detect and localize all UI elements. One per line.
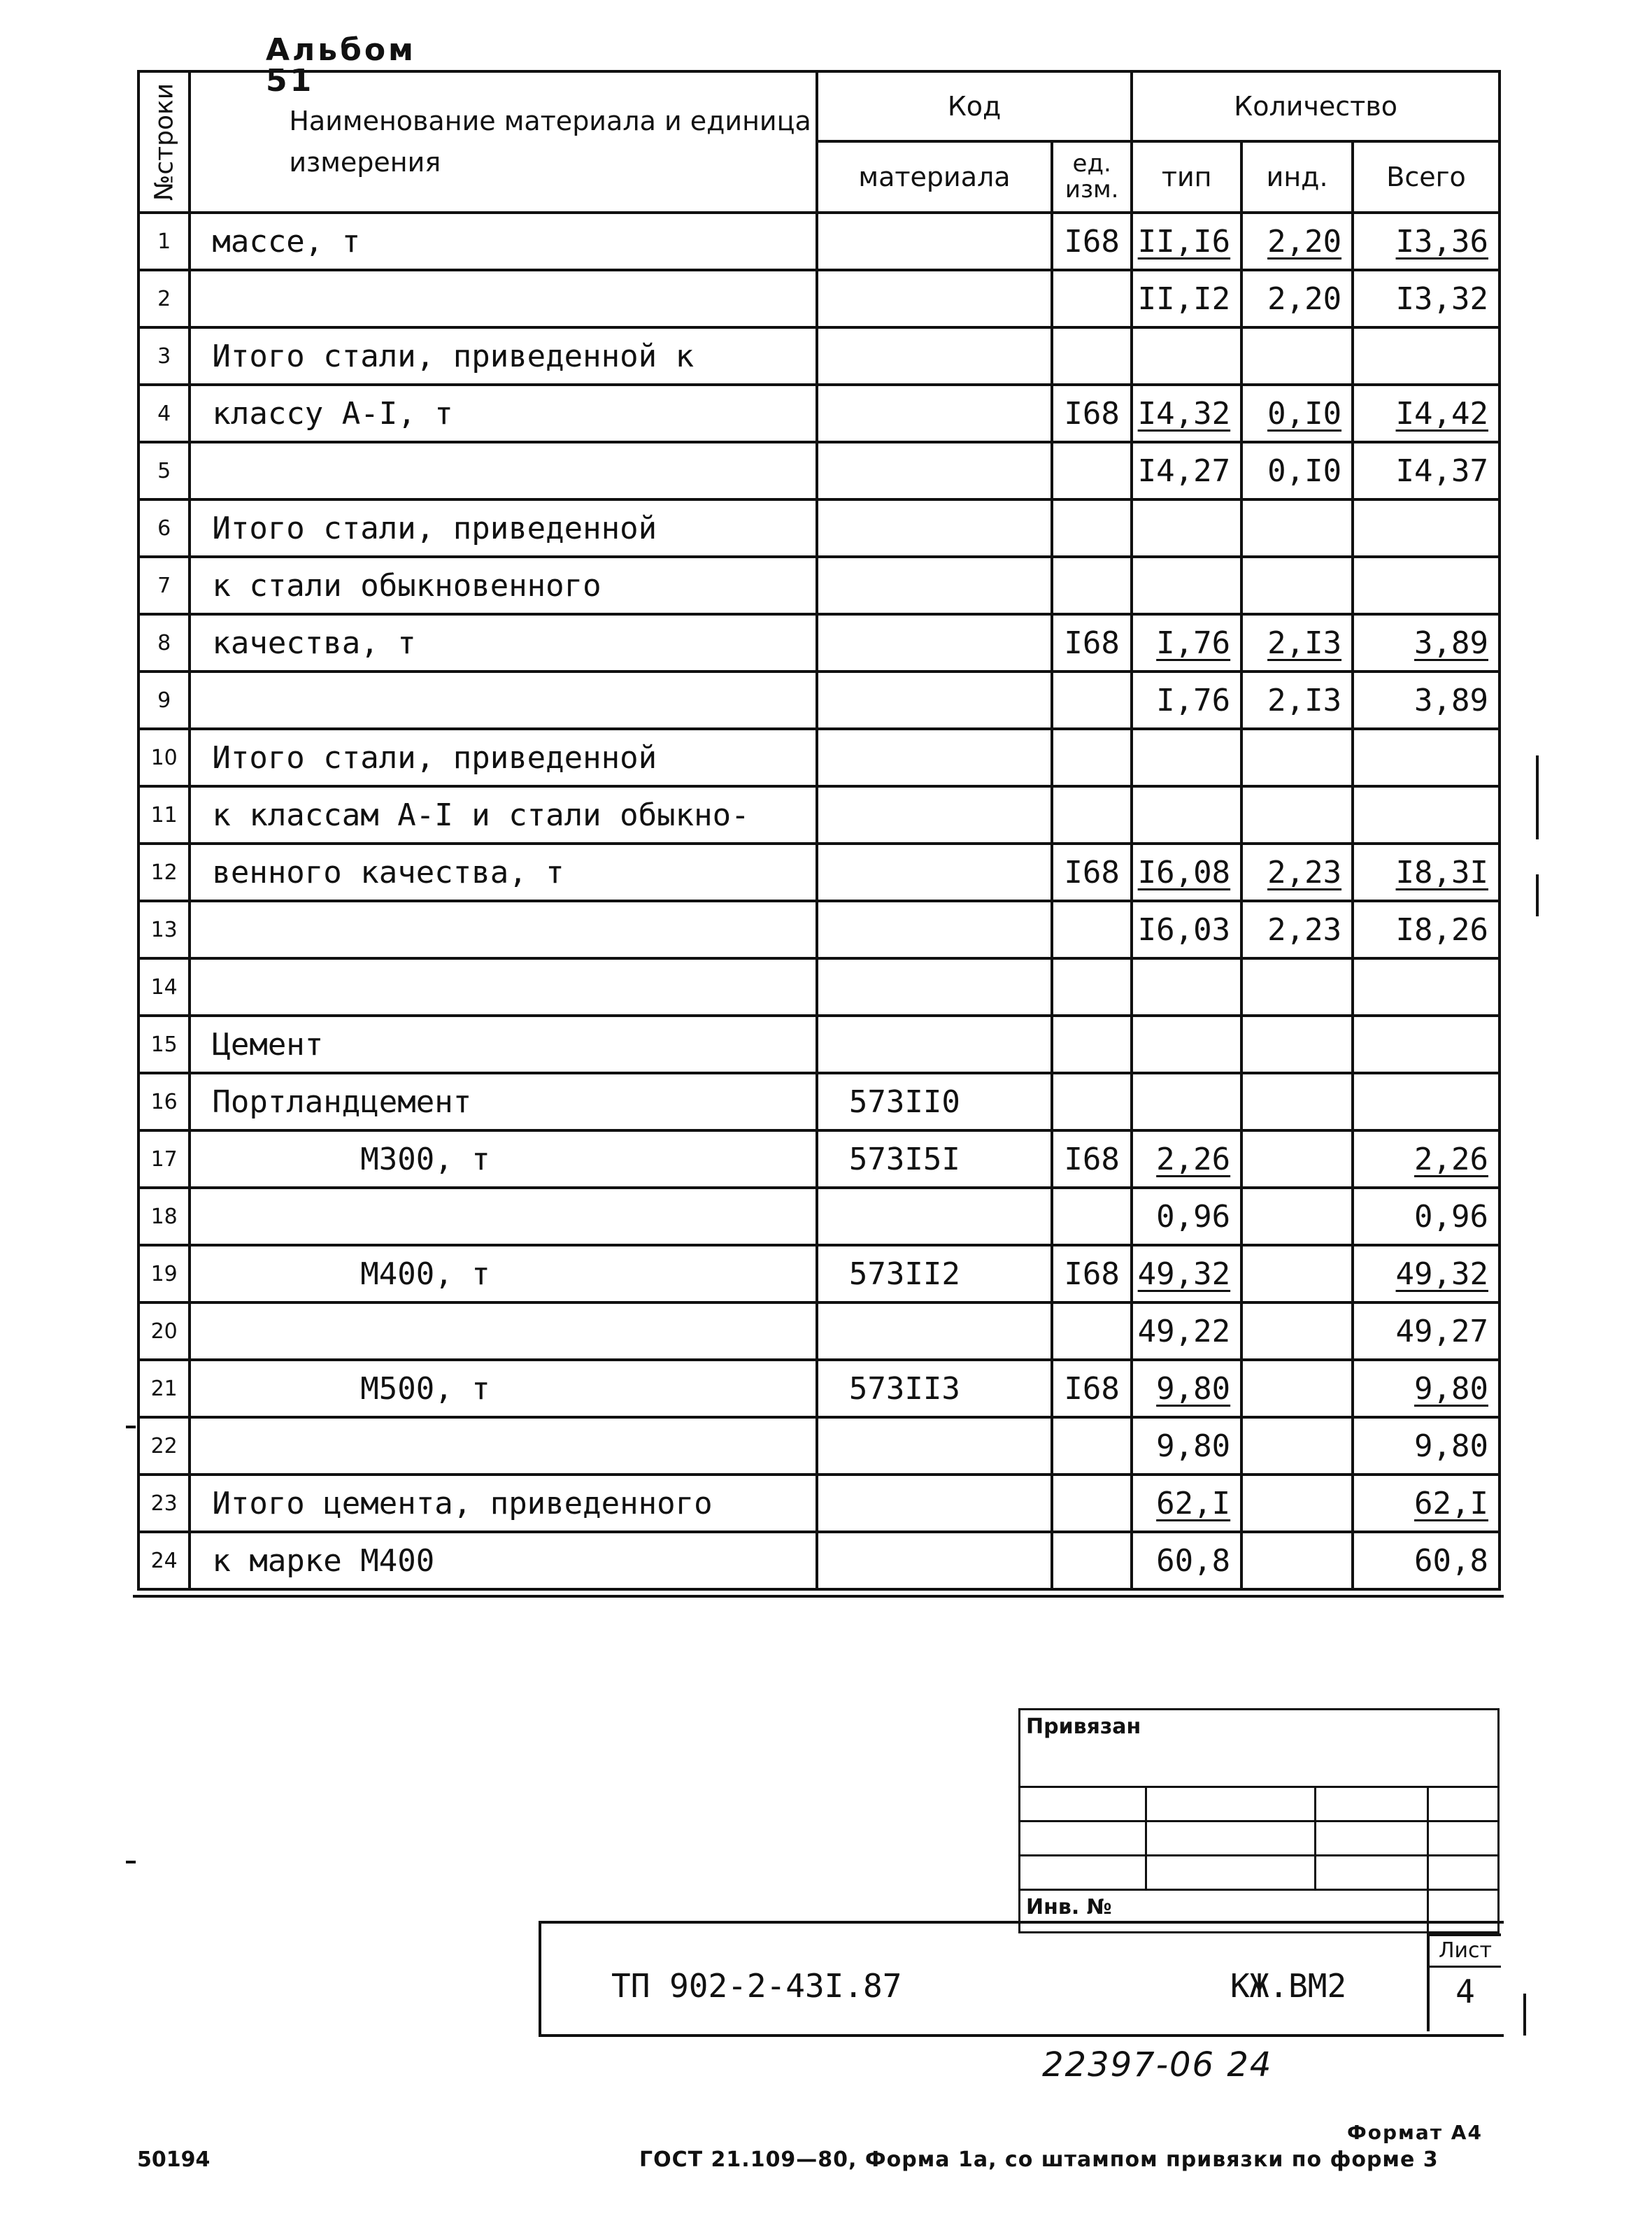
row-number: 1 [138, 213, 190, 270]
material-code: 573II2 [817, 1245, 1052, 1302]
scan-edge-mark [1536, 755, 1539, 839]
scan-edge-mark [1536, 874, 1539, 916]
material-name [190, 958, 817, 1016]
qty-type: 9,80 [1132, 1417, 1241, 1475]
material-code: 573II0 [817, 1073, 1052, 1130]
material-code [817, 1188, 1052, 1245]
material-name: качества, т [190, 614, 817, 672]
row-number: 5 [138, 442, 190, 499]
row-number: 10 [138, 729, 190, 786]
format-label: Формат А4 [1347, 2121, 1483, 2144]
row-number: 20 [138, 1302, 190, 1360]
unit-code: I68 [1052, 1360, 1132, 1417]
qty-ind: 2,23 [1241, 901, 1353, 958]
material-code [817, 958, 1052, 1016]
qty-total: 49,27 [1353, 1302, 1500, 1360]
row-number: 15 [138, 1016, 190, 1073]
material-name: Цемент [190, 1016, 817, 1073]
qty-type: 0,96 [1132, 1188, 1241, 1245]
qty-total: I8,26 [1353, 901, 1500, 958]
row-number: 9 [138, 672, 190, 729]
material-code [817, 442, 1052, 499]
qty-type [1132, 1016, 1241, 1073]
document-mark: КЖ.ВМ2 [1230, 1967, 1347, 2005]
material-code [817, 729, 1052, 786]
qty-type: I,76 [1132, 672, 1241, 729]
table-row [138, 327, 1500, 385]
table-row [138, 499, 1500, 557]
table-bottom-rule [133, 1595, 1504, 1598]
qty-total [1353, 327, 1500, 385]
scan-edge-mark [1523, 1994, 1526, 2036]
material-name: Итого стали, приведенной к [190, 327, 817, 385]
material-name: М400, т [190, 1245, 817, 1302]
qty-ind [1241, 1188, 1353, 1245]
row-number: 16 [138, 1073, 190, 1130]
qty-type: 2,26 [1132, 1130, 1241, 1188]
table-row [138, 901, 1500, 958]
unit-code [1052, 729, 1132, 786]
material-name [190, 672, 817, 729]
qty-type: I6,08 [1132, 844, 1241, 901]
table-row [138, 958, 1500, 1016]
qty-ind: 2,20 [1241, 213, 1353, 270]
qty-type: 62,I [1132, 1475, 1241, 1532]
unit-code [1052, 557, 1132, 614]
qty-type: I6,03 [1132, 901, 1241, 958]
qty-ind [1241, 958, 1353, 1016]
qty-type: 60,8 [1132, 1532, 1241, 1589]
material-name: классу А-I, т [190, 385, 817, 442]
qty-ind [1241, 499, 1353, 557]
qty-total: 0,96 [1353, 1188, 1500, 1245]
qty-total: 9,80 [1353, 1360, 1500, 1417]
table-row [138, 786, 1500, 844]
qty-ind: 2,23 [1241, 844, 1353, 901]
qty-total: 3,89 [1353, 672, 1500, 729]
table-row [138, 1130, 1500, 1188]
unit-code [1052, 327, 1132, 385]
qty-ind [1241, 1302, 1353, 1360]
table-row [138, 1360, 1500, 1417]
material-code [817, 1475, 1052, 1532]
material-name [190, 442, 817, 499]
attached-label: Привязан [1020, 1710, 1499, 1787]
table-row [138, 1532, 1500, 1589]
unit-code: I68 [1052, 385, 1132, 442]
unit-code [1052, 958, 1132, 1016]
material-name [190, 901, 817, 958]
qty-total: 49,32 [1353, 1245, 1500, 1302]
qty-ind [1241, 1532, 1353, 1589]
attachment-stamp [1018, 1708, 1500, 1933]
qty-total [1353, 1016, 1500, 1073]
qty-ind [1241, 1475, 1353, 1532]
qty-total [1353, 1073, 1500, 1130]
material-code: 573I5I [817, 1130, 1052, 1188]
material-code [817, 844, 1052, 901]
qty-type [1132, 958, 1241, 1016]
material-code [817, 614, 1052, 672]
unit-code [1052, 786, 1132, 844]
qty-type [1132, 729, 1241, 786]
code-group-header: Код [817, 71, 1132, 141]
material-code [817, 327, 1052, 385]
qty-ind [1241, 786, 1353, 844]
material-name [190, 1188, 817, 1245]
qty-total: 3,89 [1353, 614, 1500, 672]
qty-type [1132, 499, 1241, 557]
row-number: 7 [138, 557, 190, 614]
qty-type [1132, 327, 1241, 385]
material-name: к стали обыкновенного [190, 557, 817, 614]
material-name: М500, т [190, 1360, 817, 1417]
unit-header: ед. изм. [1052, 141, 1132, 213]
unit-code: I68 [1052, 614, 1132, 672]
row-number: 22 [138, 1417, 190, 1475]
unit-code [1052, 1016, 1132, 1073]
qty-total: I8,3I [1353, 844, 1500, 901]
material-code [817, 385, 1052, 442]
qty-total [1353, 557, 1500, 614]
qty-ind: 0,I0 [1241, 385, 1353, 442]
unit-code: I68 [1052, 1130, 1132, 1188]
material-code [817, 213, 1052, 270]
qty-ind [1241, 327, 1353, 385]
quantity-group-header: Количество [1132, 71, 1500, 141]
unit-code [1052, 1302, 1132, 1360]
sheet-number: 4 [1455, 1973, 1475, 2010]
qty-ind [1241, 729, 1353, 786]
table-row [138, 557, 1500, 614]
scan-edge-mark [126, 1861, 136, 1863]
scan-edge-mark [126, 1426, 136, 1428]
material-code [817, 557, 1052, 614]
row-number: 18 [138, 1188, 190, 1245]
material-code [817, 786, 1052, 844]
title-block [539, 1921, 1504, 2037]
material-code [817, 499, 1052, 557]
unit-code: I68 [1052, 844, 1132, 901]
qty-type: 9,80 [1132, 1360, 1241, 1417]
inventory-number-label: Инв. № [1020, 1890, 1428, 1933]
row-number: 17 [138, 1130, 190, 1188]
qty-total [1353, 958, 1500, 1016]
table-row [138, 1417, 1500, 1475]
qty-type: I4,32 [1132, 385, 1241, 442]
unit-code [1052, 499, 1132, 557]
unit-code: I68 [1052, 213, 1132, 270]
row-number: 14 [138, 958, 190, 1016]
qty-type: I4,27 [1132, 442, 1241, 499]
qty-total [1353, 499, 1500, 557]
unit-code [1052, 442, 1132, 499]
qty-type [1132, 1073, 1241, 1130]
qty-type: 49,22 [1132, 1302, 1241, 1360]
qty-total: 60,8 [1353, 1532, 1500, 1589]
sheet-box [1427, 1933, 1501, 2031]
unit-code [1052, 1073, 1132, 1130]
inventory-number: 50194 [137, 2147, 211, 2172]
row-number: 2 [138, 270, 190, 327]
document-code: ТП 902-2-43I.87 [611, 1967, 902, 2005]
material-name [190, 1302, 817, 1360]
gost-reference: ГОСТ 21.109—80, Форма 1а, со штампом привязки по форме 3 [639, 2147, 1439, 2172]
material-code [817, 1417, 1052, 1475]
row-number: 6 [138, 499, 190, 557]
unit-code [1052, 1475, 1132, 1532]
qty-ind [1241, 1016, 1353, 1073]
qty-ind [1241, 1245, 1353, 1302]
material-name: Итого стали, приведенной [190, 729, 817, 786]
material-code-header: материала [817, 141, 1052, 213]
table-row [138, 1188, 1500, 1245]
qty-ind: 2,I3 [1241, 672, 1353, 729]
table-row [138, 844, 1500, 901]
table-row [138, 1016, 1500, 1073]
material-name: к классам А-I и стали обыкно- [190, 786, 817, 844]
qty-ind: 2,20 [1241, 270, 1353, 327]
qty-total: 2,26 [1353, 1130, 1500, 1188]
row-number: 13 [138, 901, 190, 958]
table-row [138, 1245, 1500, 1302]
row-number: 12 [138, 844, 190, 901]
unit-code [1052, 1188, 1132, 1245]
qty-ind [1241, 1417, 1353, 1475]
qty-type: II,I2 [1132, 270, 1241, 327]
qty-total: 9,80 [1353, 1417, 1500, 1475]
handwritten-number: 22397-06 24 [1042, 2045, 1273, 2085]
material-code: 573II3 [817, 1360, 1052, 1417]
material-name [190, 1417, 817, 1475]
table-row [138, 213, 1500, 270]
qty-ind: 0,I0 [1241, 442, 1353, 499]
qty-type: II,I6 [1132, 213, 1241, 270]
table-row [138, 1475, 1500, 1532]
material-code [817, 1532, 1052, 1589]
material-name [190, 270, 817, 327]
material-code [817, 1016, 1052, 1073]
qty-ind [1241, 1360, 1353, 1417]
material-code [817, 901, 1052, 958]
qty-total: I3,36 [1353, 213, 1500, 270]
material-name: венного качества, т [190, 844, 817, 901]
qty-type: I,76 [1132, 614, 1241, 672]
album-label: Альбом 51 [266, 32, 417, 99]
row-number: 23 [138, 1475, 190, 1532]
material-name: Портландцемент [190, 1073, 817, 1130]
total-header: Всего [1353, 141, 1500, 213]
material-name-header: Наименование материала и единица измерения [190, 71, 817, 213]
table-row [138, 385, 1500, 442]
material-name: к марке М400 [190, 1532, 817, 1589]
qty-ind [1241, 1130, 1353, 1188]
row-number: 8 [138, 614, 190, 672]
table-row [138, 442, 1500, 499]
row-number: 19 [138, 1245, 190, 1302]
qty-total: I3,32 [1353, 270, 1500, 327]
material-spec-table [137, 70, 1501, 1591]
table-row [138, 614, 1500, 672]
sheet-label: Лист [1430, 1936, 1501, 1968]
qty-type [1132, 786, 1241, 844]
material-code [817, 1302, 1052, 1360]
material-name: Итого стали, приведенной [190, 499, 817, 557]
unit-code [1052, 1532, 1132, 1589]
row-number-header: №строки [138, 71, 190, 213]
qty-total: 62,I [1353, 1475, 1500, 1532]
row-number: 24 [138, 1532, 190, 1589]
material-name: М300, т [190, 1130, 817, 1188]
row-number: 3 [138, 327, 190, 385]
table-row [138, 270, 1500, 327]
unit-code: I68 [1052, 1245, 1132, 1302]
type-header: тип [1132, 141, 1241, 213]
material-code [817, 270, 1052, 327]
material-name: массе, т [190, 213, 817, 270]
table-row [138, 1302, 1500, 1360]
unit-code [1052, 1417, 1132, 1475]
qty-ind: 2,I3 [1241, 614, 1353, 672]
unit-code [1052, 672, 1132, 729]
row-number: 4 [138, 385, 190, 442]
ind-header: инд. [1241, 141, 1353, 213]
qty-type: 49,32 [1132, 1245, 1241, 1302]
row-number: 11 [138, 786, 190, 844]
qty-ind [1241, 1073, 1353, 1130]
qty-total: I4,37 [1353, 442, 1500, 499]
material-name: Итого цемента, приведенного [190, 1475, 817, 1532]
material-code [817, 672, 1052, 729]
qty-total [1353, 729, 1500, 786]
unit-code [1052, 901, 1132, 958]
table-row [138, 672, 1500, 729]
qty-total [1353, 786, 1500, 844]
table-row [138, 729, 1500, 786]
qty-ind [1241, 557, 1353, 614]
table-row [138, 1073, 1500, 1130]
unit-code [1052, 270, 1132, 327]
row-number: 21 [138, 1360, 190, 1417]
qty-total: I4,42 [1353, 385, 1500, 442]
qty-type [1132, 557, 1241, 614]
